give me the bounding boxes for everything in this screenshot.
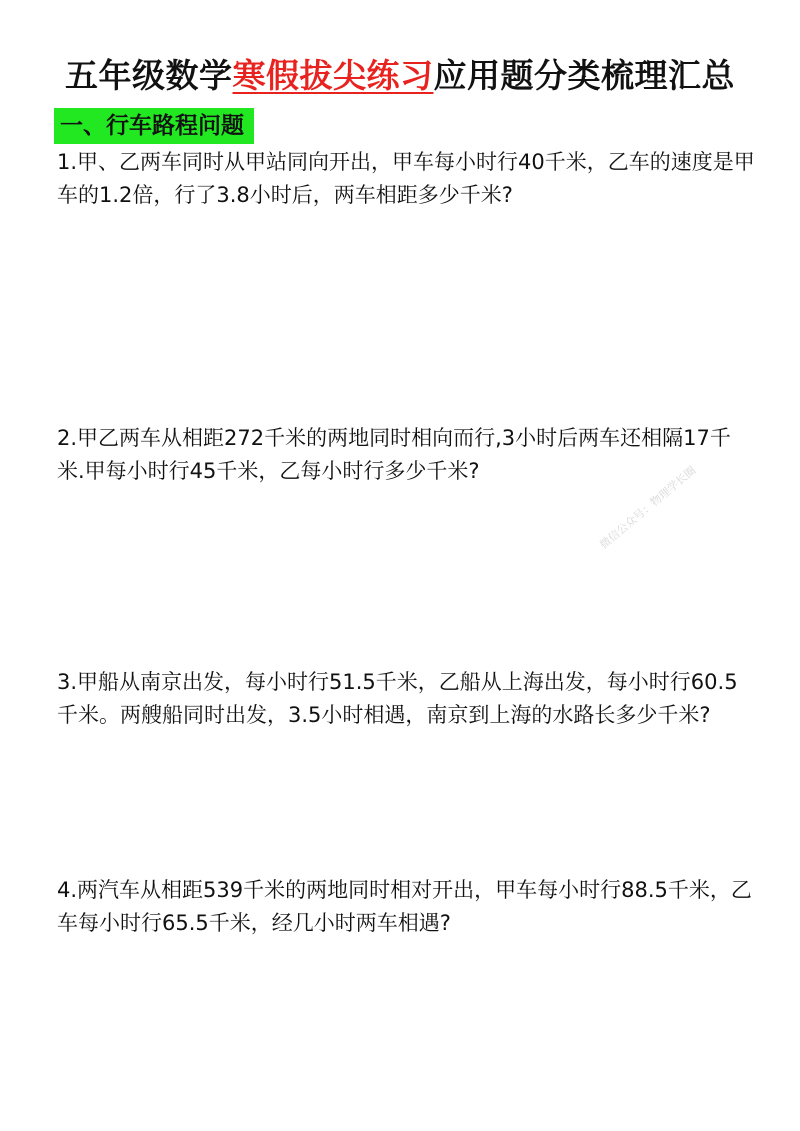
title-part-2: 应用题分类梳理汇总 xyxy=(433,56,735,95)
question-4: 4.两汽车从相距539千米的两地同时相对开出，甲车每小时行88.5千米，乙车每小时行65.5千米，经几小时两车相遇? xyxy=(57,878,752,935)
watermark: 微信公众号：物理学长圈 xyxy=(597,463,699,552)
title-highlight: 寒假拔尖练习 xyxy=(232,56,434,95)
page-title xyxy=(0,50,800,97)
question-2: 2.甲乙两车从相距272千米的两地同时相向而行,3小时后两车还相隔17千米.甲每小时行45千米，乙每小时行多少千米? xyxy=(57,426,731,483)
title-part-1: 五年级数学 xyxy=(65,56,233,95)
section-heading: 一、行车路程问题 xyxy=(54,108,254,144)
question-1: 1.甲、乙两车同时从甲站同向开出，甲车每小时行40千米，乙车的速度是甲车的1.2倍，行了3.8小时后，两车相距多少千米? xyxy=(57,150,755,207)
question-3: 3.甲船从南京出发，每小时行51.5千米，乙船从上海出发，每小时行60.5千米。两艘船同时出发，3.5小时相遇，南京到上海的水路长多少千米? xyxy=(57,670,738,727)
